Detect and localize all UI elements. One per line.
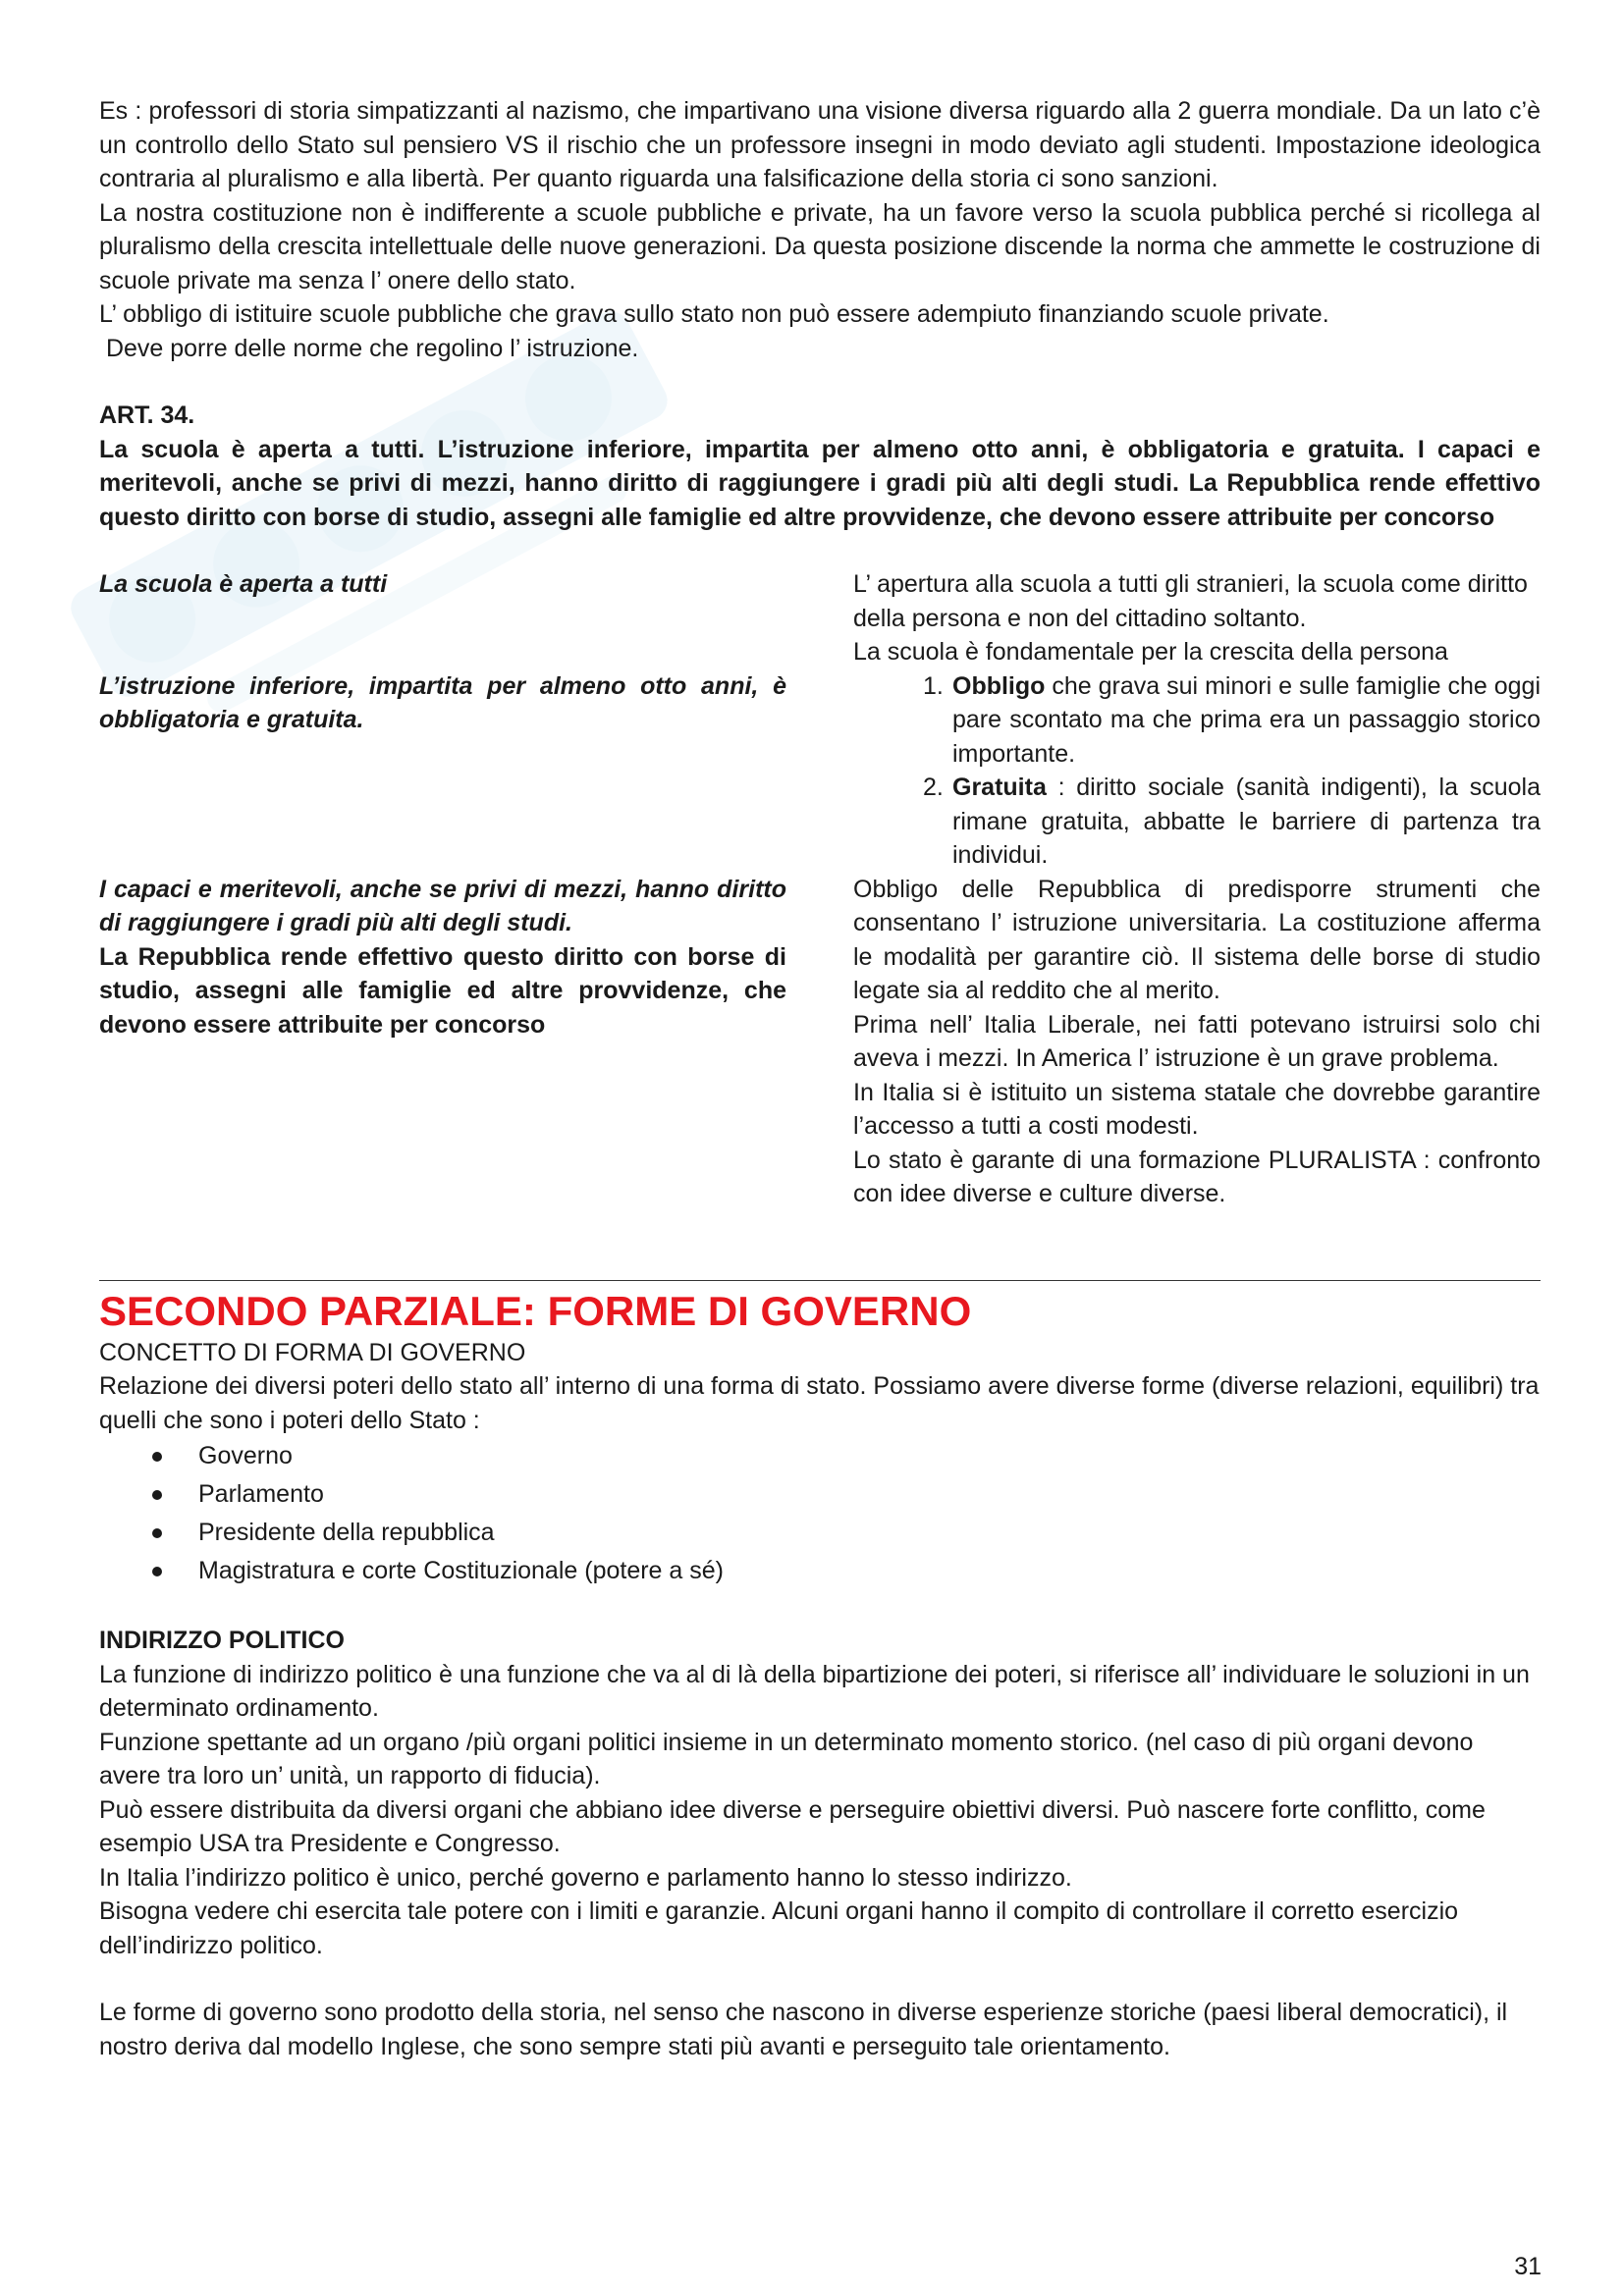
quote-capable-deserving: I capaci e meritevoli, anche se privi di mezzi, hanno diritto di raggiungere i gradi più alti degli studi. (99, 875, 786, 936)
intro-paragraph-2: La nostra costituzione non è indifferente a scuole pubbliche e private, ha un favore verso la scuola pubblica perché si ricollega al pluralismo della crescita intellettuale delle nuove generazioni. Da questa posizione discende la norma che ammette le costruzione di scuole private ma senza l’ onere dello stato. (99, 198, 1541, 294)
commentary-columns (99, 567, 1541, 1211)
indirizzo-paragraph-1: La funzione di indirizzo politico è una funzione che va al di là della bipartizione dei poteri, si riferisce all’ individuare le soluzioni in un determinato ordinamento. (99, 1660, 1530, 1722)
list-item (99, 1514, 1541, 1552)
comment-paragraph-6: Lo stato è garante di una formazione PLURALISTA : confronto con idee diverse e culture diverse. (853, 1146, 1541, 1207)
list-number: 2. (923, 774, 944, 801)
closing-paragraph: Le forme di governo sono prodotto della storia, nel senso che nascono in diverse esperienze storiche (paesi liberal democratici), il nostro deriva dal modello Inglese, che sono sempre stati più avanti e perseguito tale orientamento. (99, 1999, 1508, 2060)
list-item (853, 669, 1541, 772)
left-column (99, 567, 786, 1211)
list-item (99, 1437, 1541, 1475)
intro-paragraph-3: L’ obbligo di istituire scuole pubbliche che grava sullo stato non può essere adempiuto finanziando scuole private. (99, 300, 1329, 328)
section-title: SECONDO PARZIALE: FORME DI GOVERNO (99, 1287, 972, 1334)
section-intro: Relazione dei diversi poteri dello stato all’ interno di una forma di stato. Possiamo avere diverse forme (diverse relazioni, equilibri) tra quelli che sono i poteri dello Stato : (99, 1372, 1540, 1434)
comment-paragraph-1: L’ apertura alla scuola a tutti gli stranieri, la scuola come diritto della persona e non del cittadino soltanto. (853, 570, 1528, 632)
article-body: La scuola è aperta a tutti. L’istruzione inferiore, impartita per almeno otto anni, è obbligatoria e gratuita. I capaci e meritevoli, anche se privi di mezzi, hanno diritto di raggiungere i gradi più alti degli studi. La Repubblica rende effettivo questo diritto con borse di studio, assegni alle famiglie ed altre provvidenze, che devono essere attribuite per concorso (99, 435, 1541, 531)
indirizzo-title: INDIRIZZO POLITICO (99, 1627, 345, 1654)
powers-list (99, 1437, 1541, 1590)
indirizzo-paragraph-4: In Italia l’indirizzo politico è unico, perché governo e parlamento hanno lo stesso indirizzo. (99, 1863, 1072, 1892)
bullet-text: Parlamento (198, 1480, 324, 1509)
list-number: 1. (923, 671, 944, 700)
quote-republic-scholarships: La Repubblica rende effettivo questo diritto con borse di studio, assegni alle famiglie ed altre provvidenze, che devono essere attribuite per concorso (99, 942, 786, 1039)
list-term: Gratuita (952, 774, 1047, 801)
section-divider (99, 1280, 1541, 1281)
indirizzo-paragraph-3: Può essere distribuita da diversi organi che abbiano idee diverse e perseguire obiettivi diversi. Può nascere forte conflitto, come esempio USA tra Presidente e Congresso. (99, 1795, 1486, 1857)
intro-paragraph-4: Deve porre delle norme che regolino l’ istruzione. (99, 334, 639, 362)
article-title: ART. 34. (99, 401, 195, 429)
quote-compulsory-education: L’istruzione inferiore, impartita per almeno otto anni, è obbligatoria e gratuita. (99, 671, 786, 733)
page-number: 31 (1514, 2253, 1542, 2280)
list-term: Obbligo (952, 671, 1046, 700)
right-column (853, 567, 1541, 1211)
comment-paragraph-2: La scuola è fondamentale per la crescita della persona (853, 638, 1448, 666)
comment-paragraph-4: Prima nell’ Italia Liberale, nei fatti potevano istruirsi solo chi aveva i mezzi. In America l’ istruzione è un grave problema. (853, 1010, 1541, 1072)
list-item (99, 1475, 1541, 1514)
list-text: che grava sui minori e sulle famiglie che oggi pare scontato ma che prima era un passaggio storico importante. (952, 671, 1541, 768)
document-page (99, 94, 1541, 2063)
bullet-text: Governo (198, 1442, 293, 1470)
comment-paragraph-3: Obbligo delle Repubblica di predisporre strumenti che consentano l’ istruzione universitaria. La costituzione afferma le modalità per garantire ciò. Il sistema delle borse di studio legate sia al reddito che al merito. (853, 875, 1541, 1004)
intro-paragraph-1: Es : professori di storia simpatizzanti al nazismo, che impartivano una visione diversa riguardo alla 2 guerra mondiale. Da un lato c’è un controllo dello Stato sul pensiero VS il rischio che un professore insegni in modo deviato agli studenti. Impostazione ideologica contraria al pluralismo e alla libertà. Per quanto riguarda una falsificazione della storia ci sono sanzioni. (99, 97, 1541, 192)
list-item (99, 1552, 1541, 1590)
list-item (853, 771, 1541, 873)
quote-open-school: La scuola è aperta a tutti (99, 570, 388, 598)
numbered-list (853, 669, 1541, 873)
indirizzo-paragraph-5: Bisogna vedere chi esercita tale potere con i limiti e garanzie. Alcuni organi hanno il compito di controllare il corretto esercizio dell’indirizzo politico. (99, 1897, 1459, 1959)
list-text: : diritto sociale (sanità indigenti), la scuola rimane gratuita, abbatte le barriere di partenza tra individui. (952, 774, 1541, 869)
comment-paragraph-5: In Italia si è istituito un sistema statale che dovrebbe garantire l’accesso a tutti a costi modesti. (853, 1078, 1541, 1140)
bullet-text: Presidente della repubblica (198, 1519, 495, 1547)
section-subtitle: CONCETTO DI FORMA DI GOVERNO (99, 1338, 526, 1366)
bullet-text: Magistratura e corte Costituzionale (potere a sé) (198, 1557, 724, 1585)
intro-text (99, 94, 1541, 365)
indirizzo-paragraph-2: Funzione spettante ad un organo /più organi politici insieme in un determinato momento storico. (nel caso di più organi devono avere tra loro un’ unità, un rapporto di fiducia). (99, 1728, 1474, 1789)
